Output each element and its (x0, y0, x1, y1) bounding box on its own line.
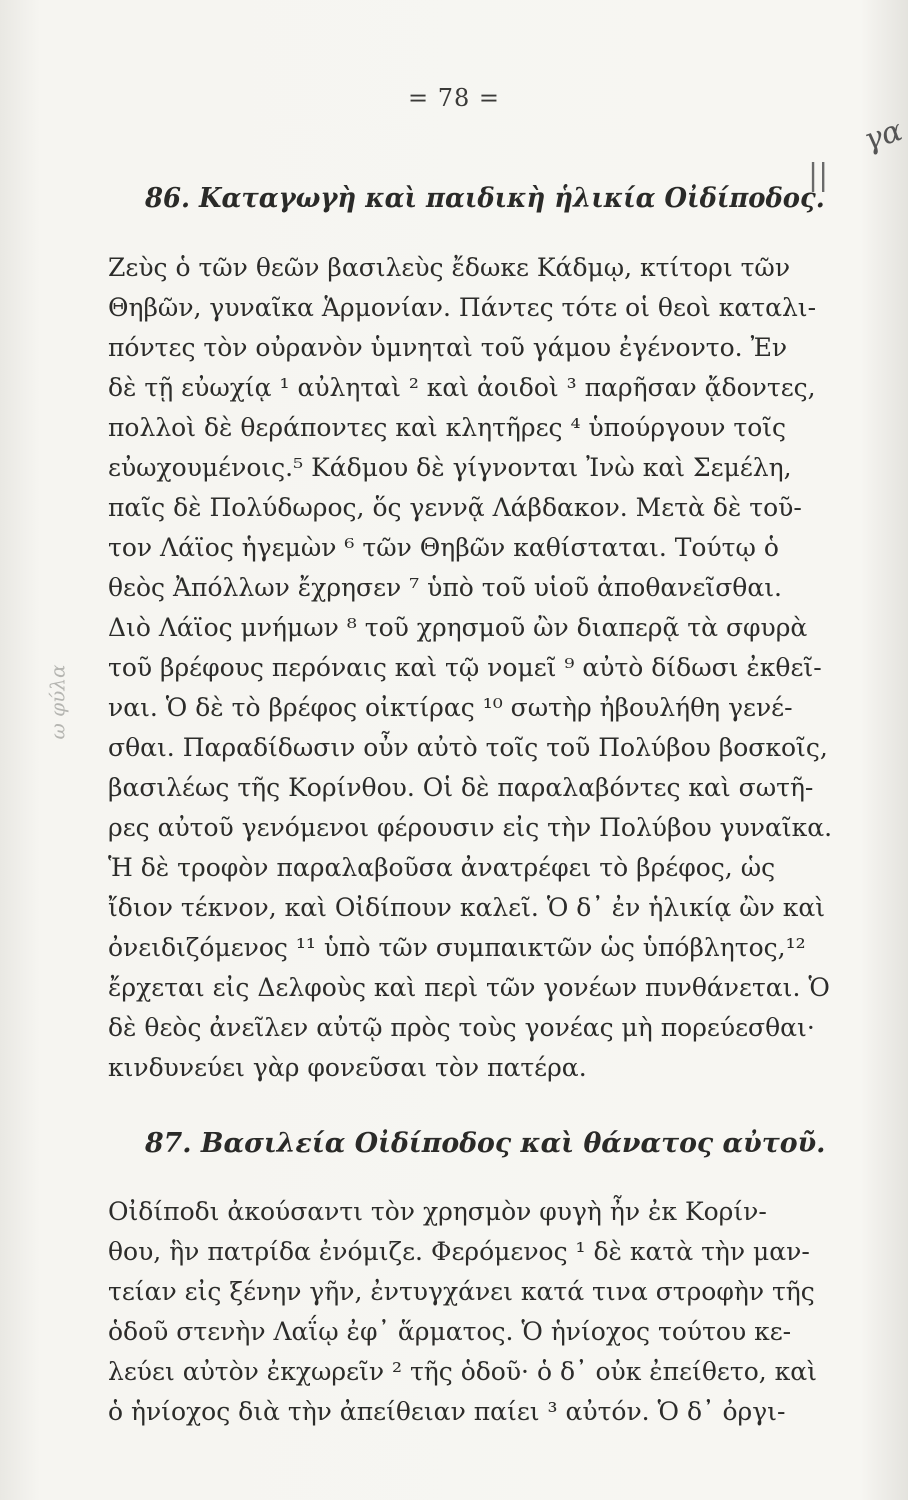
text-line: εὐωχουμένοις.⁵ Κάδμου δὲ γίγνονται Ἰνὼ καὶ Σεμέλη, (108, 453, 792, 482)
text-line: σθαι. Παραδίδωσιν οὖν αὐτὸ τοῖς τοῦ Πολύβου βοσκοῖς, (108, 733, 828, 762)
text-line: ἴδιον τέκνον, καὶ Οἰδίπουν καλεῖ. Ὁ δ᾽ ἐν ἡλικίᾳ ὢν καὶ (108, 893, 826, 922)
text-line: τον Λάϊος ἡγεμὼν ⁶ τῶν Θηβῶν καθίσταται. Τούτῳ ὁ (108, 533, 779, 562)
text-line: τείαν εἰς ξένην γῆν, ἐντυγχάνει κατά τινα στροφὴν τῆς (108, 1277, 815, 1306)
text-line: Διὸ Λάϊος μνήμων ⁸ τοῦ χρησμοῦ ὢν διαπερᾷ τὰ σφυρὰ (108, 613, 808, 642)
section-heading-86: 86. Καταγωγὴ καὶ παιδικὴ ἡλικία Οἰδίποδος. (145, 183, 825, 214)
faint-margin-note: ω φύλα (45, 664, 70, 740)
text-line: ὀνειδιζόμενος ¹¹ ὑπὸ τῶν συμπαικτῶν ὡς ὑπόβλητος,¹² (108, 933, 806, 962)
text-line: Θηβῶν, γυναῖκα Ἁρμονίαν. Πάντες τότε οἱ θεοὶ καταλι- (108, 293, 817, 322)
text-line: βασιλέως τῆς Κορίνθου. Οἱ δὲ παραλαβόντες καὶ σωτῆ- (108, 773, 814, 802)
text-line: ἔρχεται εἰς Δελφοὺς καὶ περὶ τῶν γονέων πυνθάνεται. Ὁ (108, 973, 830, 1002)
text-line: ναι. Ὁ δὲ τὸ βρέφος οἰκτίρας ¹⁰ σωτὴρ ἠβουλήθη γενέ- (108, 693, 793, 722)
text-line: δὲ θεὸς ἀνεῖλεν αὐτῷ πρὸς τοὺς γονέας μὴ πορεύεσθαι· (108, 1013, 815, 1042)
text-line: λεύει αὐτὸν ἐκχωρεῖν ² τῆς ὁδοῦ· ὁ δ᾽ οὐκ ἐπείθετο, καὶ (108, 1357, 817, 1386)
text-line: ὁδοῦ στενὴν Λαΐῳ ἐφ᾽ ἅρματος. Ὁ ἡνίοχος τούτου κε- (108, 1317, 792, 1346)
text-line: τοῦ βρέφους περόναις καὶ τῷ νομεῖ ⁹ αὐτὸ δίδωσι ἐκθεῖ- (108, 653, 822, 682)
handwritten-margin-bars: || (808, 158, 829, 193)
text-line: παῖς δὲ Πολύδωρος, ὅς γεννᾷ Λάβδακον. Μετὰ δὲ τοῦ- (108, 493, 802, 522)
text-line: δὲ τῇ εὐωχίᾳ ¹ αὐληταὶ ² καὶ ἀοιδοὶ ³ παρῆσαν ᾄδοντες, (108, 373, 816, 402)
text-line: κινδυνεύει γὰρ φονεῦσαι τὸν πατέρα. (108, 1053, 587, 1082)
text-line: Οἰδίποδι ἀκούσαντι τὸν χρησμὸν φυγὴ ἦν ἐκ Κορίν- (108, 1197, 767, 1226)
text-line: Ἡ δὲ τροφὸν παραλαβοῦσα ἀνατρέφει τὸ βρέφος, ὡς (108, 853, 776, 882)
text-line: ρες αὐτοῦ γενόμενοι φέρουσιν εἰς τὴν Πολύβου γυναῖκα. (108, 813, 833, 842)
text-line: θου, ἣν πατρίδα ἐνόμιζε. Φερόμενος ¹ δὲ κατὰ τὴν μαν- (108, 1237, 810, 1266)
text-line: πολλοὶ δὲ θεράποντες καὶ κλητῆρες ⁴ ὑπούργουν τοῖς (108, 413, 787, 442)
text-line: θεὸς Ἀπόλλων ἔχρησεν ⁷ ὑπὸ τοῦ υἱοῦ ἀποθανεῖσθαι. (108, 573, 782, 602)
text-line: πόντες τὸν οὐρανὸν ὑμνηταὶ τοῦ γάμου ἐγένοντο. Ἐν (108, 333, 788, 362)
section-heading-87: 87. Βασιλεία Οἰδίποδος καὶ θάνατος αὐτοῦ. (145, 1128, 826, 1159)
text-line: Ζεὺς ὁ τῶν θεῶν βασιλεὺς ἔδωκε Κάδμῳ, κτίτορι τῶν (108, 253, 791, 282)
text-line: ὁ ἡνίοχος διὰ τὴν ἀπείθειαν παίει ³ αὐτόν. Ὁ δ᾽ ὀργι- (108, 1397, 786, 1426)
handwritten-margin-note: γα (859, 112, 907, 159)
page-number: = 78 = (407, 84, 500, 112)
